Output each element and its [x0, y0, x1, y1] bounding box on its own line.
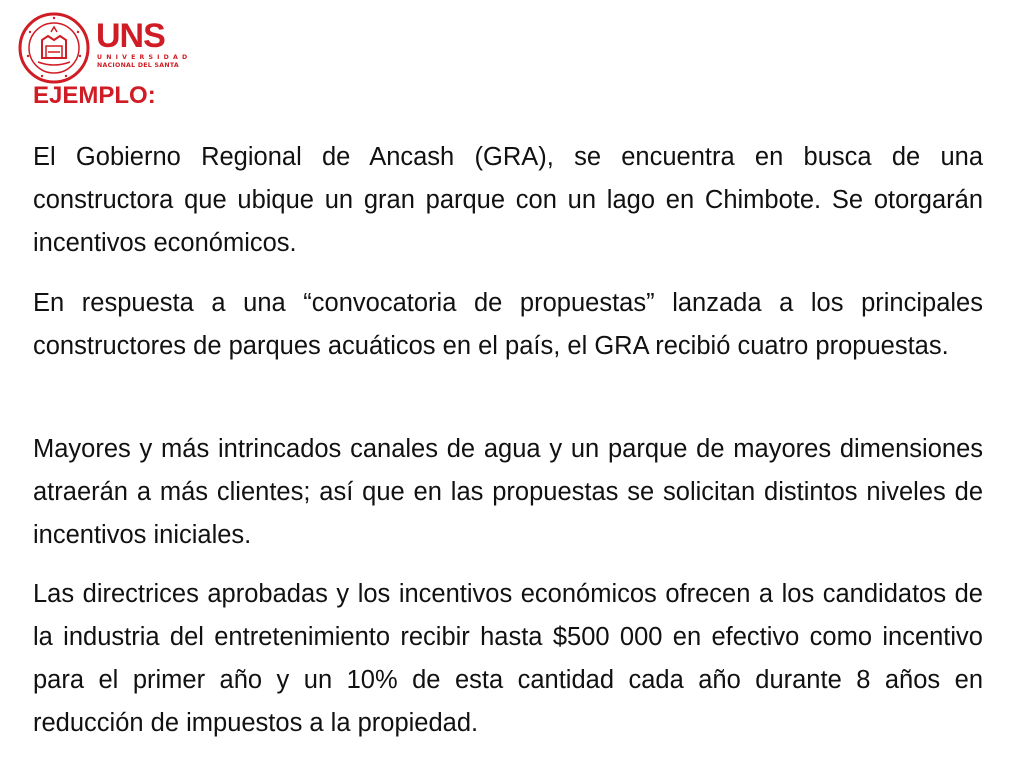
paragraph-2: En respuesta a una “convocatoria de propuestas” lanzada a los principales constructores de parques acuáticos en el país, el GRA recibió cuatro propuestas. [33, 289, 983, 360]
paragraph-1: El Gobierno Regional de Ancash (GRA), se encuentra en busca de una constructora que ubique un gran parque con un lago en Chimbote. Se otorgarán incentivos económicos. [33, 143, 983, 257]
logo-name: UNS [96, 17, 165, 55]
university-logo [18, 12, 192, 88]
logo-line2: NACIONAL DEL SANTA [97, 62, 179, 69]
paragraph-4: Las directrices aprobadas y los incentivos económicos ofrecen a los candidatos de la industria del entretenimiento recibir hasta $500 000 en efectivo como incentivo para el primer año y un 10% de esta cantidad cada año durante 8 años en reducción de impuestos a la propiedad. [33, 580, 983, 737]
logo-subtitle [97, 54, 192, 70]
example-heading: EJEMPLO: [33, 82, 156, 109]
university-seal-icon [18, 12, 90, 84]
logo-wordmark [96, 17, 192, 78]
logo-line1: UNIVERSIDAD [97, 54, 192, 61]
paragraph-3: Mayores y más intrincados canales de agua y un parque de mayores dimensiones atraerán a más clientes; así que en las propuestas se solicitan distintos niveles de incentivos iniciales. [33, 435, 983, 549]
